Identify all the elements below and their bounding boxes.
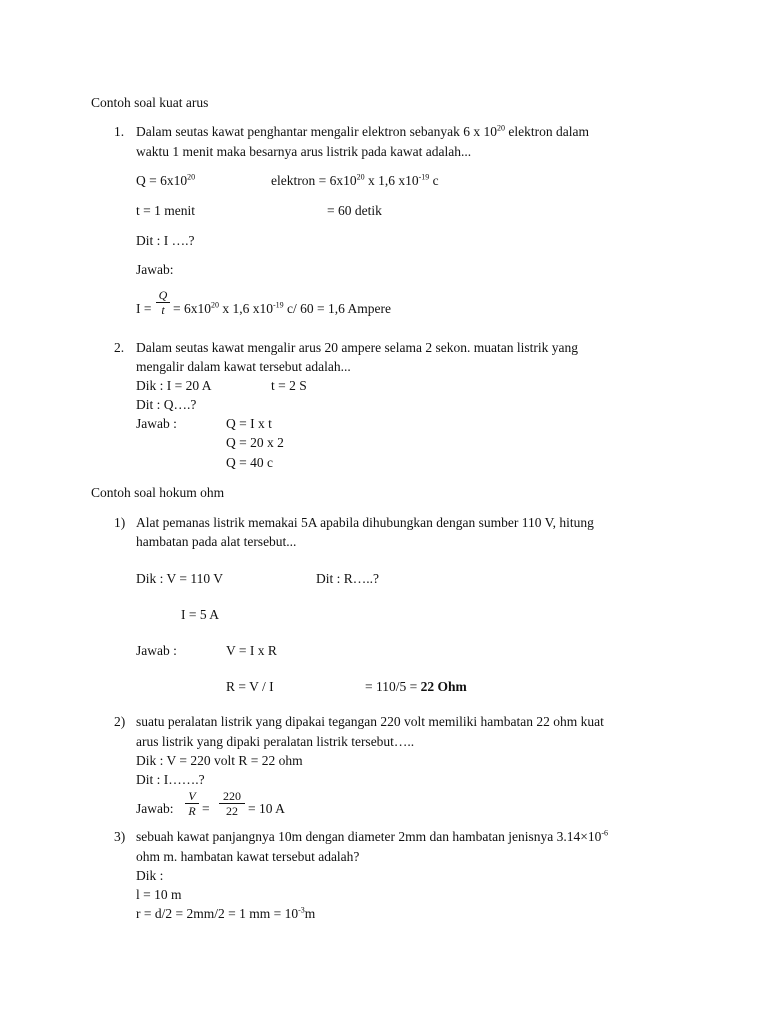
question-1-line-1: Dalam seutas kawat penghantar mengalir elektron sebanyak 6 x $10^{20}$ elektron dalam (136, 123, 589, 139)
answer-step-2: R = V / I (226, 679, 274, 694)
given-label: Dik : (136, 868, 164, 883)
fraction-denominator: t (161, 303, 165, 317)
answer-label: Jawab: (136, 262, 174, 277)
fraction-v-over-r (185, 790, 199, 817)
list-number: 2) (114, 714, 126, 729)
given-l: l = 10 m (136, 887, 182, 902)
given-v: Dik : V = 110 V (136, 571, 224, 586)
equals-sign: = (202, 801, 210, 816)
answer-label: Jawab: (136, 801, 174, 816)
asked: Dit : I…….? (136, 772, 205, 787)
section-heading-kuat-arus: Contoh soal kuat arus (91, 95, 209, 110)
question-2-line-1: suatu peralatan listrik yang dipakai tegangan 220 volt memiliki hambatan 22 ohm kuat (136, 714, 604, 729)
asked: Dit : R…..? (316, 571, 379, 586)
given-elektron: elektron = $6x10^{20}$ x 1,6 $x10^{-19}$ c (271, 172, 439, 188)
answer-label: Jawab : (136, 416, 177, 431)
fraction-numerator: Q (156, 289, 170, 303)
answer-step-1: V = I x R (226, 643, 277, 658)
given-i: I = 5 A (181, 607, 219, 622)
answer-result: = 110/5 = 22 Ohm (365, 679, 467, 694)
formula-result: = $6x10^{20}$ x 1,6 $x10^{-19}$ c/ 60 = 1,6 Ampere (173, 300, 392, 316)
given-values: Dik : V = 220 volt R = 22 ohm (136, 753, 303, 768)
answer-step-2: Q = 20 x 2 (226, 435, 284, 450)
question-1-line-2: waktu 1 menit maka besarnya arus listrik pada kawat adalah... (136, 144, 472, 159)
given-t: t = 1 menit (136, 203, 195, 218)
answer-step-3: Q = 40 c (226, 455, 273, 470)
list-number: 1) (114, 515, 126, 530)
given-t: t = 2 S (271, 378, 307, 393)
question-1-line-2: hambatan pada alat tersebut... (136, 534, 297, 549)
question-2-line-1: Dalam seutas kawat mengalir arus 20 ampere selama 2 sekon. muatan listrik yang (136, 340, 578, 355)
answer-label: Jawab : (136, 643, 177, 658)
fraction-q-over-t (156, 289, 170, 316)
given-q: $Q = 6x10^{20}$ (136, 172, 196, 188)
question-2-line-2: mengalir dalam kawat tersebut adalah... (136, 359, 351, 374)
fraction-denominator: 22 (226, 804, 238, 818)
list-number: 3) (114, 829, 126, 844)
fraction-denominator: R (188, 804, 196, 818)
asked: Dit : I ….? (136, 233, 195, 248)
given-t-value: = 60 detik (327, 203, 382, 218)
answer-result: = 10 A (248, 801, 285, 816)
formula-i-label: I = (136, 301, 152, 316)
given-i: Dik : I = 20 A (136, 378, 212, 393)
question-2-line-2: arus listrik yang dipaki peralatan listrik tersebut….. (136, 734, 415, 749)
fraction-numerator: V (185, 790, 199, 804)
question-3-line-2: ohm m. hambatan kawat tersebut adalah? (136, 849, 360, 864)
list-number: 2. (114, 340, 125, 355)
asked: Dit : Q….? (136, 397, 197, 412)
fraction-numerator: 220 (219, 790, 245, 804)
fraction-220-over-22 (219, 790, 245, 817)
answer-step-1: Q = I x t (226, 416, 272, 431)
given-r: r = d/2 = 2mm/2 = 1 mm = $10^{-3}m$ (136, 905, 316, 921)
question-1-line-1: Alat pemanas listrik memakai 5A apabila dihubungkan dengan sumber 110 V, hitung (136, 515, 594, 530)
list-number: 1. (114, 124, 125, 139)
question-3-line-1: sebuah kawat panjangnya 10m dengan diameter 2mm dan hambatan jenisnya $3.14\times 10^{-6}$ (136, 828, 609, 844)
section-heading-hukum-ohm: Contoh soal hokum ohm (91, 485, 225, 500)
